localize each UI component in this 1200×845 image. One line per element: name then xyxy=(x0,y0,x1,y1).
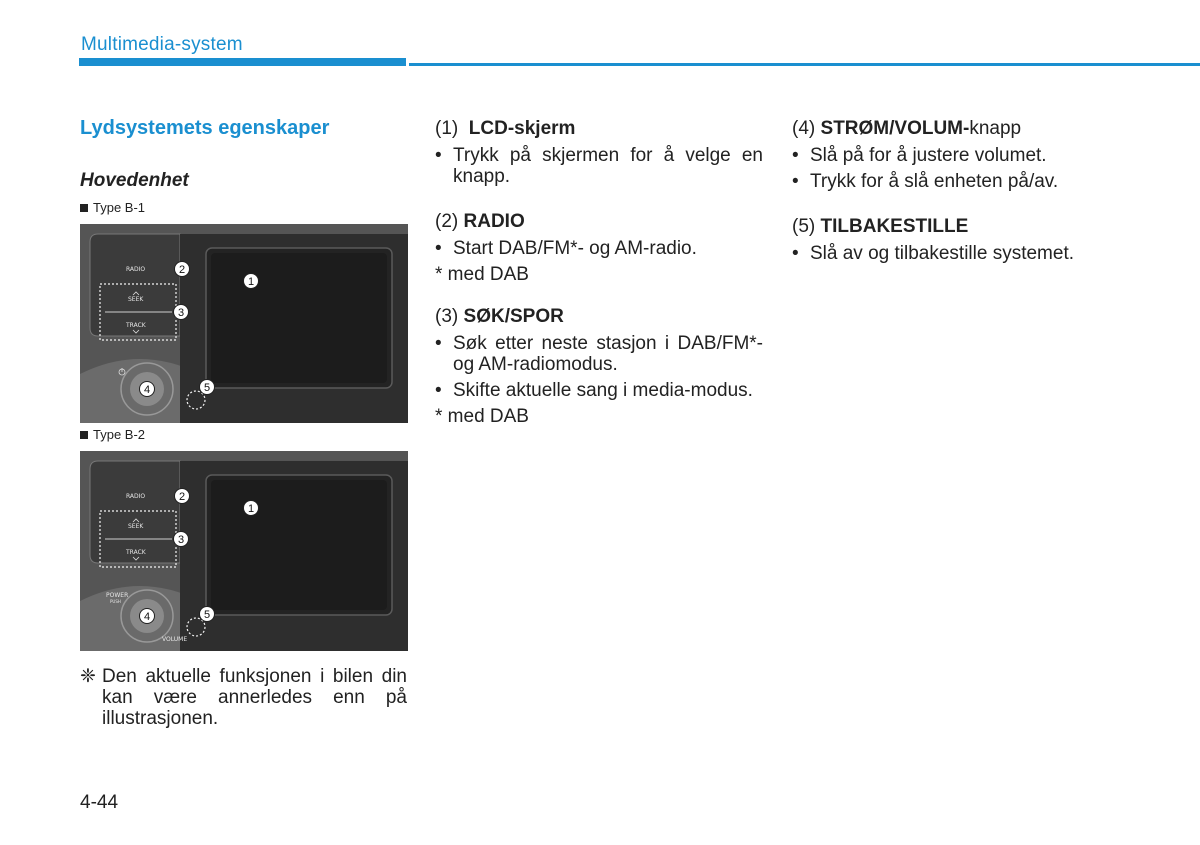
radio-button-label: RADIO xyxy=(126,266,146,273)
callout-5 xyxy=(200,607,215,622)
item-seek-heading: (3) SØK/SPOR xyxy=(435,306,564,327)
square-bullet-icon xyxy=(80,204,88,212)
callout-1 xyxy=(244,274,259,289)
seek-button-label: SEEK xyxy=(128,523,144,530)
power-label: POWER xyxy=(106,592,129,599)
illustration-note xyxy=(80,666,407,729)
push-label: PUSH xyxy=(110,599,121,604)
track-button-label: TRACK xyxy=(126,549,146,556)
head-unit-illustration xyxy=(80,451,408,651)
list-item: • Slå av og tilbakestille systemet. xyxy=(792,243,1075,264)
item-reset-heading: (5) TILBAKESTILLE xyxy=(792,216,969,237)
track-button-label: TRACK xyxy=(126,322,146,329)
item-lcd-heading: (1) LCD-skjerm xyxy=(435,118,576,139)
callout-1 xyxy=(244,501,259,516)
item-list-right xyxy=(792,118,1112,269)
radio-button-label: RADIO xyxy=(126,493,146,500)
list-item: • Trykk på skjermen for å velge en knapp. xyxy=(435,145,763,187)
callout-3 xyxy=(174,532,189,547)
figure-type-label: Type B-2 xyxy=(80,427,145,442)
svg-text:3: 3 xyxy=(177,534,185,546)
list-item: • Slå på for å justere volumet. xyxy=(792,145,1047,166)
svg-text:5: 5 xyxy=(203,609,211,621)
square-bullet-icon xyxy=(80,431,88,439)
list-item: • Trykk for å slå enheten på/av. xyxy=(792,171,1059,192)
svg-text:4: 4 xyxy=(143,384,151,396)
running-header: Multimedia-system xyxy=(81,34,243,55)
callout-5 xyxy=(200,380,215,395)
callout-4 xyxy=(140,382,155,397)
list-item: • Start DAB/FM*- og AM-radio. xyxy=(435,238,697,259)
svg-text:4: 4 xyxy=(143,611,151,623)
figure-type-label: Type B-1 xyxy=(80,200,145,215)
section-title: Lydsystemets egenskaper xyxy=(80,117,330,139)
note-text: Den aktuelle funksjonen i bilen din kan være annerledes enn på illustrasjonen. xyxy=(102,666,407,729)
callout-2 xyxy=(175,489,190,504)
svg-text:5: 5 xyxy=(203,382,211,394)
sub-title: Hovedenhet xyxy=(80,170,189,191)
svg-text:1: 1 xyxy=(247,503,255,515)
svg-text:2: 2 xyxy=(178,264,186,276)
page-number: 4-44 xyxy=(80,792,119,813)
volume-label: VOLUME xyxy=(162,636,188,643)
svg-text:1: 1 xyxy=(247,276,255,288)
list-item: • Søk etter neste stasjon i DAB/FM*- og AM-radiomodus. xyxy=(435,333,763,375)
callout-3 xyxy=(174,305,189,320)
callout-2 xyxy=(175,262,190,277)
item-power-heading: (4) STRØM/VOLUM-knapp xyxy=(792,118,1022,139)
note-symbol-icon: ❈ xyxy=(80,666,96,687)
footnote: * med DAB xyxy=(435,264,529,285)
item-list-middle xyxy=(435,118,763,427)
head-unit-illustration xyxy=(80,224,408,423)
header-rule-thick xyxy=(79,58,406,66)
callout-4 xyxy=(140,609,155,624)
seek-button-label: SEEK xyxy=(128,296,144,303)
svg-text:3: 3 xyxy=(177,307,185,319)
item-radio-heading: (2) RADIO xyxy=(435,211,525,232)
header-rule-thin xyxy=(409,63,1200,66)
footnote: * med DAB xyxy=(435,406,529,427)
list-item: • Skifte aktuelle sang i media-modus. xyxy=(435,380,753,401)
svg-text:2: 2 xyxy=(178,491,186,503)
